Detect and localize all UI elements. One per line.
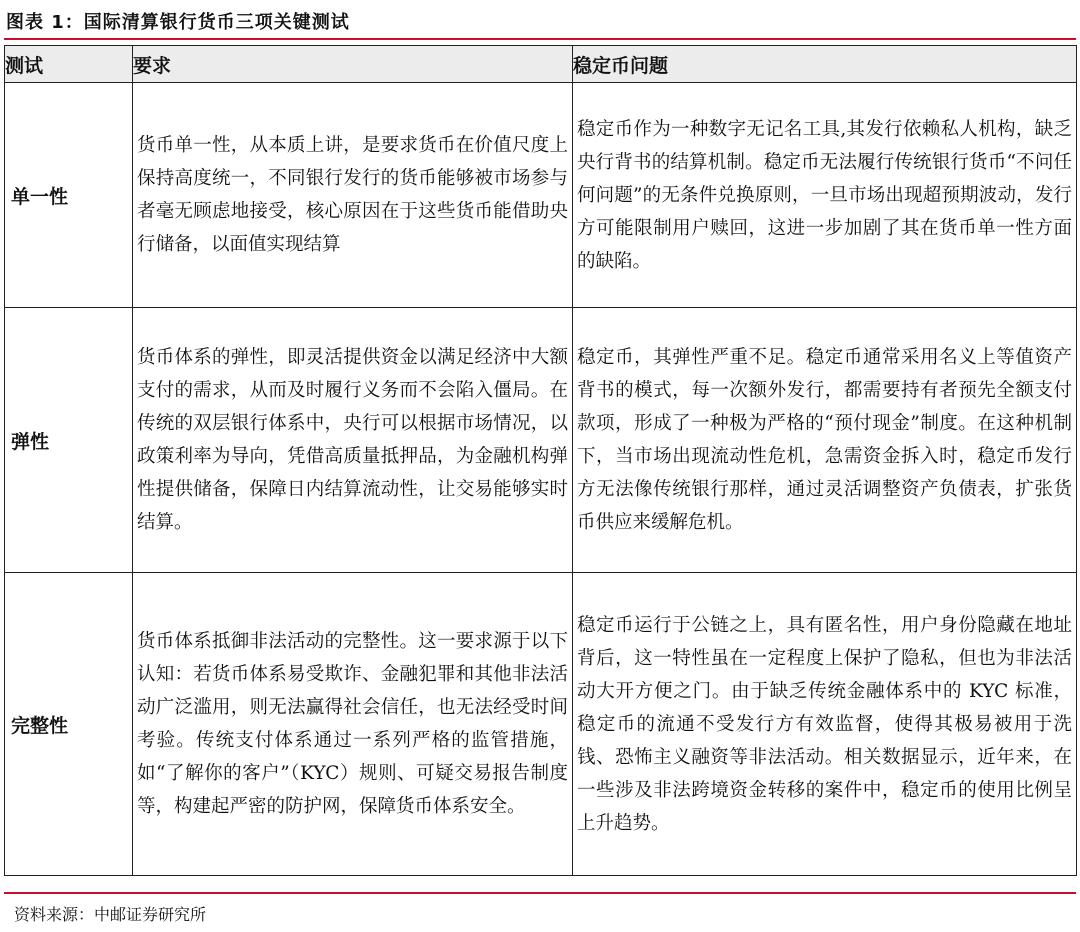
- table-row: [5, 573, 1077, 876]
- requirement-cell: 货币体系抵御非法活动的完整性。这一要求源于以下认知：若货币体系易受欺诈、金融犯罪和其他非法活动广泛滥用，则无法赢得社会信任，也无法经受时间考验。传统支付体系通过一系列严格的监管措施，如“了解你的客户”（KYC）规则、可疑交易报告制度等，构建起严密的防护网，保障货币体系安全。: [133, 573, 573, 876]
- header-stablecoin-issue: 稳定币问题: [573, 46, 1077, 83]
- issue-cell: 稳定币作为一种数字无记名工具,其发行依赖私人机构，缺乏央行背书的结算机制。稳定币无法履行传统银行货币“不问任何问题”的无条件兑换原则，一旦市场出现超预期波动，发行方可能限制用户赎回，这进一步加剧了其在货币单一性方面的缺陷。: [573, 83, 1077, 308]
- header-test: 测试: [5, 46, 133, 83]
- bottom-divider: [4, 892, 1076, 894]
- issue-cell: 稳定币运行于公链之上，具有匿名性，用户身份隐藏在地址背后，这一特性虽在一定程度上保护了隐私，但也为非法活动大开方便之门。由于缺乏传统金融体系中的 KYC 标准，稳定币的流通不受发行方有效监督，使得其极易被用于洗钱、恐怖主义融资等非法活动。相关数据显示，近年来，在一些涉及非法跨境资金转移的案件中，稳定币的使用比例呈上升趋势。: [573, 573, 1077, 876]
- test-name-cell: 弹性: [5, 308, 133, 573]
- table-row: [5, 83, 1077, 308]
- table-row: [5, 308, 1077, 573]
- requirement-cell: 货币单一性，从本质上讲，是要求货币在价值尺度上保持高度统一，不同银行发行的货币能够被市场参与者毫无顾虑地接受，核心原因在于这些货币能借助央行储备，以面值实现结算: [133, 83, 573, 308]
- test-name-cell: 单一性: [5, 83, 133, 308]
- bis-tests-table: [4, 45, 1077, 876]
- issue-cell: 稳定币，其弹性严重不足。稳定币通常采用名义上等值资产背书的模式，每一次额外发行，都需要持有者预先全额支付款项，形成了一种极为严格的“预付现金”制度。在这种机制下，当市场出现流动性危机，急需资金拆入时，稳定币发行方无法像传统银行那样，通过灵活调整资产负债表，扩张货币供应来缓解危机。: [573, 308, 1077, 573]
- table-header-row: [5, 46, 1077, 83]
- requirement-cell: 货币体系的弹性，即灵活提供资金以满足经济中大额支付的需求，从而及时履行义务而不会陷入僵局。在传统的双层银行体系中，央行可以根据市场情况，以政策利率为导向，凭借高质量抵押品，为金融机构弹性提供储备，保障日内结算流动性，让交易能够实时结算。: [133, 308, 573, 573]
- header-requirement: 要求: [133, 46, 573, 83]
- test-name-cell: 完整性: [5, 573, 133, 876]
- source-note: 资料来源：中邮证券研究所: [14, 905, 207, 924]
- figure-title: 图表 1：国际清算银行货币三项关键测试: [6, 12, 350, 33]
- top-divider: [4, 38, 1076, 40]
